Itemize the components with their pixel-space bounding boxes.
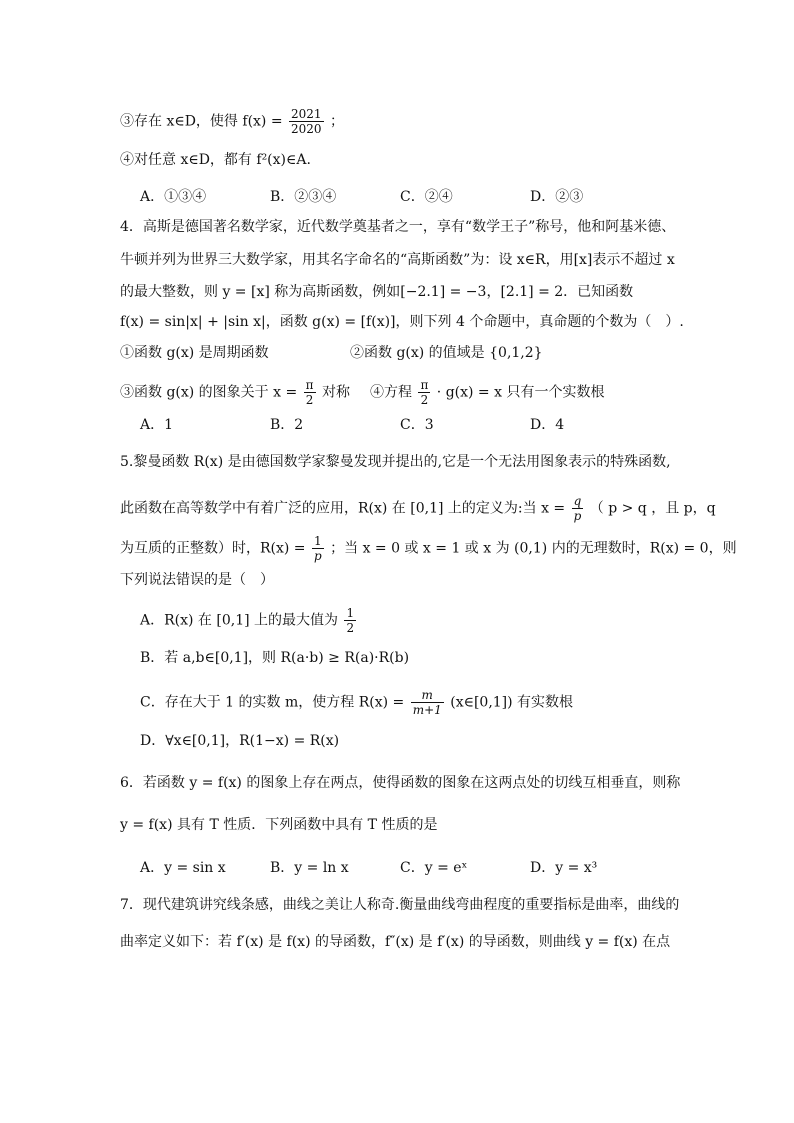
fraction-numerator: m xyxy=(411,688,444,703)
q4-statement-4-suffix: · g(x) = x 只有一个实数根 xyxy=(436,384,605,401)
q3-item-3-prefix: ③存在 x∈D，使得 f(x) = xyxy=(120,113,283,130)
q5-option-c-suffix: (x∈[0,1]) 有实数根 xyxy=(450,694,574,711)
q6-option-a: A．y = sin x xyxy=(140,860,226,876)
q3-item-3-suffix: ； xyxy=(330,113,345,130)
fraction-numerator: π xyxy=(305,378,314,392)
q4-option-d: D．4 xyxy=(530,417,565,433)
q7-line-1: 7．现代建筑讲究线条感，曲线之美让人称奇.衡量曲线弯曲程度的重要指标是曲率，曲线的 xyxy=(120,897,680,913)
q4-line-1: 4．高斯是德国著名数学家，近代数学奠基者之一，享有“数学王子”称号，他和阿基米德、 xyxy=(120,219,676,235)
q4-statement-2: ②函数 g(x) 的值域是 {0,1,2} xyxy=(350,345,543,361)
q5-option-a-fraction xyxy=(344,606,356,635)
q4-statement-1: ①函数 g(x) 是周期函数 xyxy=(120,345,269,361)
q4-statement-4-fraction xyxy=(418,378,430,407)
q5-line-2-suffix: （ p > q ，且 p，q xyxy=(589,500,716,517)
fraction-denominator: 2 xyxy=(346,621,355,635)
q3-option-b: B．②③④ xyxy=(270,189,337,205)
q5-line-1: 5.黎曼函数 R(x) 是由德国数学家黎曼发现并提出的,它是一个无法用图象表示的特殊函数, xyxy=(120,454,671,470)
q4-options xyxy=(140,414,660,434)
q4-statement-4-prefix: ④方程 xyxy=(370,384,412,401)
q5-option-b: B．若 a,b∈[0,1]，则 R(a·b) ≥ R(a)·R(b) xyxy=(140,650,410,666)
q5-line-3 xyxy=(120,534,737,563)
q5-option-c-prefix: C．存在大于 1 的实数 m，使方程 R(x) = xyxy=(140,694,405,711)
q5-line-2 xyxy=(120,494,716,523)
q4-statement-3-fraction xyxy=(304,378,316,407)
q5-option-d: D．∀x∈[0,1]，R(1−x) = R(x) xyxy=(140,733,340,749)
q5-line-2-fraction xyxy=(572,494,584,523)
q6-options xyxy=(140,857,660,877)
fraction-numerator: 1 xyxy=(312,534,324,549)
q6-option-c: C．y = eˣ xyxy=(400,860,468,876)
fraction-numerator: 2021 xyxy=(291,107,322,121)
q4-line-3: 的最大整数，则 y = [x] 称为高斯函数，例如[−2.1] = −3，[2.1] = 2．已知函数 xyxy=(120,284,634,300)
q3-item-3-fraction xyxy=(289,107,324,136)
fraction-denominator: p xyxy=(573,509,582,523)
q5-line-2-prefix: 此函数在高等数学中有着广泛的应用，R(x) 在 [0,1] 上的定义为:当 x = xyxy=(120,500,566,517)
q5-line-3-suffix: ；当 x = 0 或 x = 1 或 x 为 (0,1) 内的无理数时，R(x) = 0，则 xyxy=(330,540,737,557)
q3-option-c: C．②④ xyxy=(400,189,453,205)
fraction-denominator: 2 xyxy=(305,393,314,407)
q3-item-4: ④对任意 x∈D，都有 f²(x)∈A. xyxy=(120,152,311,168)
fraction-denominator: 2 xyxy=(420,393,429,407)
q4-statement-4 xyxy=(370,378,604,407)
q4-statement-3-prefix: ③函数 g(x) 的图象关于 x = xyxy=(120,384,298,401)
q4-statement-3 xyxy=(120,378,350,407)
q4-statement-3-suffix: 对称 xyxy=(322,384,351,401)
q5-line-3-prefix: 为互质的正整数）时，R(x) = xyxy=(120,540,306,557)
q3-options xyxy=(140,186,660,206)
fraction-numerator: q xyxy=(573,494,582,508)
q5-option-c-fraction xyxy=(411,688,444,717)
q6-option-d: D．y = x³ xyxy=(530,860,598,876)
q5-option-a-text: A．R(x) 在 [0,1] 上的最大值为 xyxy=(140,612,339,629)
q3-option-d: D．②③ xyxy=(530,189,584,205)
fraction-numerator: 1 xyxy=(346,606,355,620)
q3-option-a: A．①③④ xyxy=(140,189,207,205)
q4-option-b: B．2 xyxy=(270,417,304,433)
fraction-denominator: 2020 xyxy=(291,122,322,136)
fraction-numerator: π xyxy=(420,378,429,392)
q3-item-3 xyxy=(120,107,344,136)
q5-option-a xyxy=(140,606,358,635)
fraction-denominator: m+1 xyxy=(412,703,442,717)
q6-option-b: B．y = ln x xyxy=(270,860,349,876)
q4-line-4: f(x) = sin|x| + |sin x|，函数 g(x) = [f(x)]，则下列 4 个命题中，真命题的个数为（ ）. xyxy=(120,314,684,330)
q4-option-c: C．3 xyxy=(400,417,434,433)
q5-line-4: 下列说法错误的是（ ） xyxy=(120,572,274,588)
q6-line-1: 6．若函数 y = f(x) 的图象上存在两点，使得函数的图象在这两点处的切线互相垂直，则称 xyxy=(120,775,681,791)
q5-option-c xyxy=(140,688,573,717)
fraction-denominator: p xyxy=(314,549,322,563)
q4-line-2: 牛顿并列为世界三大数学家，用其名字命名的“高斯函数”为：设 x∈R，用[x]表示不超过 x xyxy=(120,252,675,268)
q4-option-a: A．1 xyxy=(140,417,174,433)
q6-line-2: y = f(x) 具有 T 性质．下列函数中具有 T 性质的是 xyxy=(120,817,438,833)
q5-line-3-fraction xyxy=(312,534,324,563)
q7-line-2: 曲率定义如下：若 f′(x) 是 f(x) 的导函数，f″(x) 是 f′(x) 的导函数，则曲线 y = f(x) 在点 xyxy=(120,934,671,950)
